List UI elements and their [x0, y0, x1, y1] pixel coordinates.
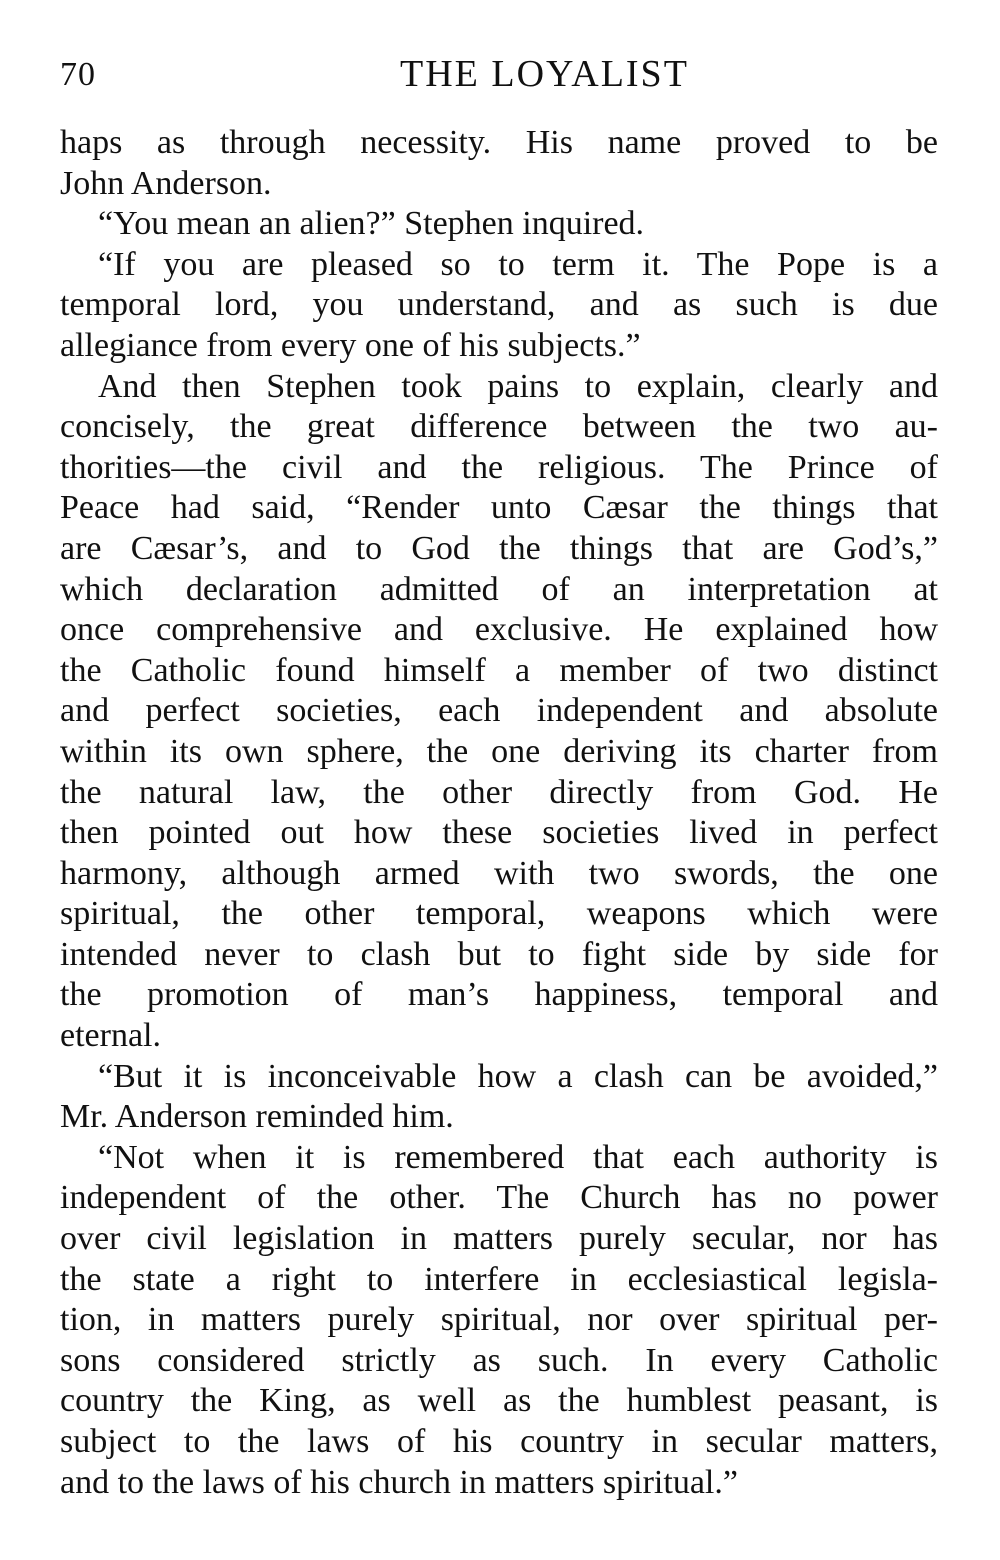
text-line: intended never to clash but to fight side by side for — [60, 935, 938, 973]
text-line: over civil legislation in matters purely secular, nor has — [60, 1220, 938, 1258]
text-line: the promotion of man’s happiness, temporal and — [60, 976, 938, 1014]
text-line: independent of the other. The Church has no power — [60, 1179, 938, 1217]
text-line: “Not when it is remembered that each authority is — [98, 1138, 938, 1176]
text-line: which declaration admitted of an interpretation at — [60, 570, 938, 608]
text-line: “You mean an alien?” Stephen inquired. — [98, 205, 645, 243]
text-line: and to the laws of his church in matters spiritual.” — [60, 1463, 738, 1501]
text-line: Peace had said, “Render unto Cæsar the things that — [60, 489, 938, 527]
text-line: within its own sphere, the one deriving its charter from — [60, 732, 938, 770]
text-line: “But it is inconceivable how a clash can be avoided,” — [98, 1057, 938, 1095]
text-line: concisely, the great difference between the two au- — [60, 408, 938, 446]
text-line: country the King, as well as the humblest peasant, is — [60, 1382, 938, 1420]
text-line: the state a right to interfere in ecclesiastical legisla- — [60, 1260, 938, 1298]
page-number: 70 — [60, 56, 96, 93]
text-line: thorities—the civil and the religious. The Prince of — [60, 448, 938, 486]
text-line: harmony, although armed with two swords, the one — [60, 854, 938, 892]
text-line: are Cæsar’s, and to God the things that are God’s,” — [60, 529, 938, 567]
text-line: and perfect societies, each independent and absolute — [60, 692, 938, 730]
page-header — [60, 52, 938, 102]
text-line: tion, in matters purely spiritual, nor over spiritual per- — [60, 1301, 938, 1339]
text-line: spiritual, the other temporal, weapons which were — [60, 895, 938, 933]
text-line: temporal lord, you understand, and as such is due — [60, 286, 938, 324]
text-line: sons considered strictly as such. In every Catholic — [60, 1341, 938, 1379]
text-line: allegiance from every one of his subjects.” — [60, 326, 641, 364]
text-line: eternal. — [60, 1017, 161, 1055]
running-title: THE LOYALIST — [400, 53, 689, 95]
body-text — [60, 123, 938, 1503]
text-line: subject to the laws of his country in secular matters, — [60, 1423, 938, 1460]
text-line: John Anderson. — [60, 164, 272, 202]
text-line: Mr. Anderson reminded him. — [60, 1098, 454, 1136]
text-line: “If you are pleased so to term it. The Pope is a — [98, 245, 938, 283]
text-line: the natural law, the other directly from God. He — [60, 773, 938, 811]
text-line: once comprehensive and exclusive. He explained how — [60, 611, 938, 649]
text-line: then pointed out how these societies lived in perfect — [60, 814, 938, 852]
text-line: And then Stephen took pains to explain, clearly and — [98, 367, 938, 405]
text-line: haps as through necessity. His name proved to be — [60, 124, 938, 161]
text-line: the Catholic found himself a member of two distinct — [60, 651, 938, 689]
